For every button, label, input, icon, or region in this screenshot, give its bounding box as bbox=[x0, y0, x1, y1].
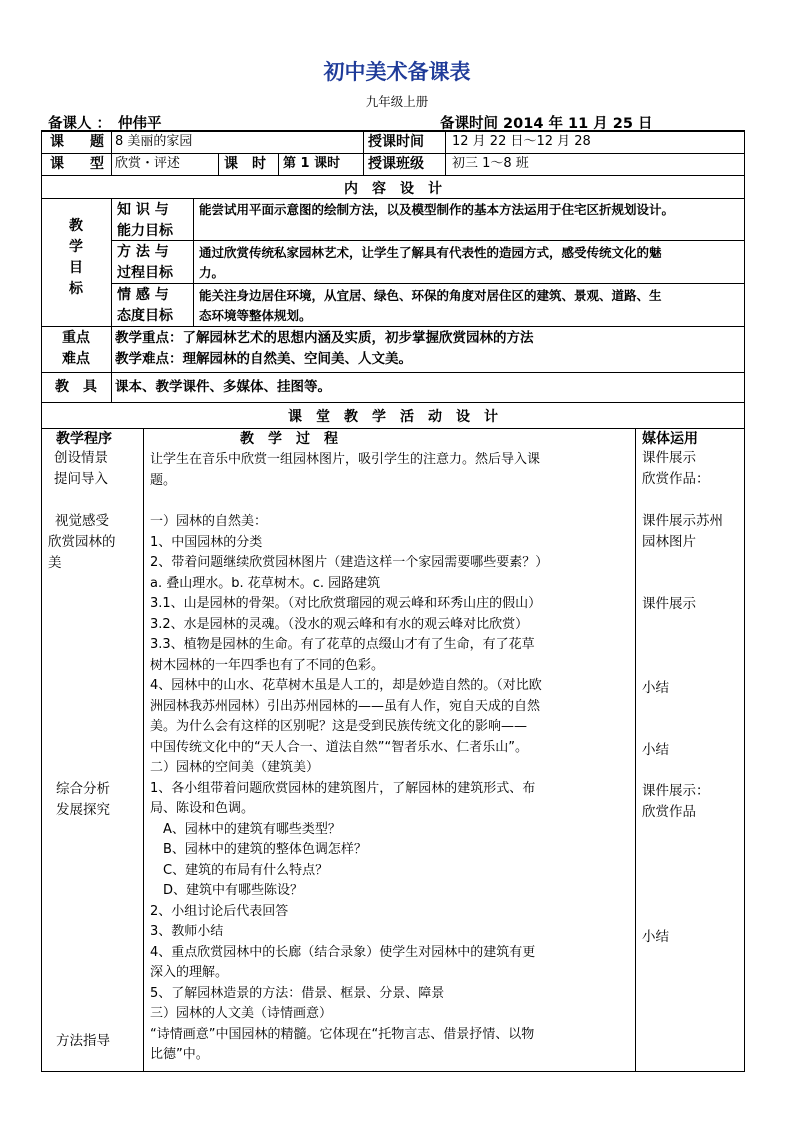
goals-label-char: 学 bbox=[69, 239, 83, 255]
row-line bbox=[111, 240, 745, 241]
process-line: 4、重点欣赏园林中的长廊（结合录象）使学生对园林中的建筑有更 bbox=[150, 944, 536, 960]
period-value: 第 1 课时 bbox=[283, 156, 341, 171]
class-time-value: 12 月 22 日～12 月 28 bbox=[452, 134, 591, 149]
process-line: 中国传统文化中的“天人合一、道法自然”“智者乐水、仁者乐山”。 bbox=[150, 739, 528, 755]
process-line: “诗情画意”中国园林的精髓。它体现在“托物言志、借景抒情、以物 bbox=[150, 1026, 535, 1042]
step-analysis bbox=[56, 779, 110, 821]
row-line bbox=[41, 153, 745, 154]
goal-method-text bbox=[199, 243, 745, 283]
goal-knowledge-label bbox=[117, 200, 173, 242]
media-intro bbox=[642, 448, 710, 490]
process-line: 让学生在音乐中欣赏一组园林图片，吸引学生的注意力。然后导入课 bbox=[150, 452, 541, 467]
process-text bbox=[150, 449, 632, 1066]
procedure-header: 教学程序 bbox=[56, 431, 112, 447]
step-line: 美 bbox=[48, 555, 62, 571]
col-line bbox=[218, 153, 219, 175]
media-line: 课件展示： bbox=[642, 783, 710, 799]
process-line: 2、带着问题继续欣赏园林图片（建造这样一个家园需要哪些要素？） bbox=[150, 555, 549, 570]
grade-label: 九年级上册 bbox=[365, 94, 429, 109]
process-line: 2、小组讨论后代表回答 bbox=[150, 903, 289, 919]
class-time-label: 授课时间 bbox=[368, 134, 424, 150]
tools-value: 课本、教学课件、多媒体、挂图等。 bbox=[115, 379, 331, 395]
process-line: B、园林中的建筑的整体色调怎样？ bbox=[150, 842, 367, 857]
step-method bbox=[56, 1031, 110, 1052]
media-line: 课件展示 bbox=[642, 450, 696, 466]
goal-text-line: 力。 bbox=[199, 265, 225, 280]
goals-label bbox=[41, 216, 111, 300]
step-line: 视觉感受 bbox=[55, 513, 109, 529]
col-line bbox=[111, 131, 112, 175]
media-perception bbox=[642, 511, 723, 553]
row-line bbox=[41, 198, 745, 199]
process-line: 洲园林我苏州园林）引出苏州园林的——虽有人作，宛自天成的自然 bbox=[150, 698, 541, 714]
process-line: 5、了解园林造景的方法：借景、框景、分景、障景 bbox=[150, 985, 445, 1001]
goal-label-line: 情 感 与 bbox=[117, 287, 169, 303]
media-summary-1: 小结 bbox=[642, 680, 669, 696]
goal-method-label bbox=[117, 242, 173, 284]
goals-label-char: 标 bbox=[69, 281, 83, 297]
media-summary-3: 小结 bbox=[642, 929, 669, 945]
media-summary-2: 小结 bbox=[642, 742, 669, 758]
step-line: 方法指导 bbox=[56, 1033, 110, 1049]
goal-text-line: 态环境等整体规划。 bbox=[199, 308, 312, 323]
process-line: 1、中国园林的分类 bbox=[150, 534, 263, 550]
media-line: 园林图片 bbox=[642, 534, 696, 550]
row-line bbox=[41, 372, 745, 373]
process-line: 美。为什么会有这样的区别呢？这是受到民族传统文化的影响—— bbox=[150, 719, 528, 734]
topic-value: 8 美丽的家园 bbox=[115, 134, 193, 149]
topic-label: 课 题 bbox=[50, 134, 110, 150]
media-header: 媒体运用 bbox=[642, 431, 698, 447]
process-header: 教 学 过 程 bbox=[240, 431, 338, 447]
step-line: 欣赏园林的 bbox=[48, 534, 116, 550]
process-line: 3.2、水是园林的灵魂。（没水的观云峰和有水的观云峰对比欣赏） bbox=[150, 616, 529, 632]
step-perception bbox=[48, 511, 116, 574]
process-line: 3、教师小结 bbox=[150, 924, 224, 939]
goal-knowledge-text: 能尝试用平面示意图的绘制方法，以及模型制作的基本方法运用于住宅区折规划设计。 bbox=[199, 202, 675, 217]
goals-label-char: 教 bbox=[69, 218, 83, 234]
media-line: 欣赏作品： bbox=[642, 471, 710, 487]
process-line: 题。 bbox=[150, 473, 177, 488]
media-analysis bbox=[642, 781, 710, 823]
tools-label: 教 具 bbox=[55, 379, 97, 395]
goal-label-line: 方 法 与 bbox=[117, 244, 169, 260]
keypoints-text bbox=[115, 328, 534, 370]
process-line: 深入的理解。 bbox=[150, 965, 229, 980]
goal-text-line: 能关注身边居住环境，从宜居、绿色、环保的角度对居住区的建筑、景观、道路、生 bbox=[199, 288, 662, 303]
type-label: 课 型 bbox=[50, 156, 110, 172]
process-line: C、建筑的布局有什么特点？ bbox=[150, 862, 329, 878]
row-line bbox=[41, 402, 745, 403]
col-line bbox=[363, 131, 364, 175]
content-design-heading: 内 容 设 计 bbox=[344, 181, 442, 197]
process-line: A、园林中的建筑有哪些类型？ bbox=[150, 821, 341, 837]
keypoints-label bbox=[41, 328, 111, 370]
col-line bbox=[111, 198, 112, 326]
keypoints-label-line: 难点 bbox=[62, 351, 90, 367]
keypoints-label-line: 重点 bbox=[62, 330, 90, 346]
col-line bbox=[143, 428, 144, 1072]
teacher-label: 备课人 ： bbox=[48, 116, 112, 132]
col-line bbox=[278, 153, 279, 175]
process-line: 三）园林的人文美（诗情画意） bbox=[150, 1006, 333, 1021]
col-line bbox=[193, 198, 194, 326]
media-line: 课件展示苏州 bbox=[642, 513, 723, 529]
page-title: 初中美术备课表 bbox=[323, 60, 471, 84]
col-line bbox=[111, 326, 112, 402]
process-line: 3.3、植物是园林的生命。有了花草的点缀山才有了生命，有了花草 bbox=[150, 637, 535, 652]
goal-text-line: 通过欣赏传统私家园林艺术，让学生了解具有代表性的造园方式，感受传统文化的魅 bbox=[199, 245, 662, 260]
row-line bbox=[111, 283, 745, 284]
class-value: 初三 1～8 班 bbox=[452, 156, 529, 171]
class-label: 授课班级 bbox=[368, 156, 424, 172]
goal-attitude-text bbox=[199, 286, 745, 326]
media-courseware: 课件展示 bbox=[642, 596, 696, 612]
process-line: 3.1、山是园林的骨架。（对比欣赏瑠园的观云峰和环秀山庄的假山） bbox=[150, 596, 542, 611]
step-line: 综合分析 bbox=[56, 781, 110, 797]
difficulty-text: 教学难点：理解园林的自然美、空间美、人文美。 bbox=[115, 351, 412, 367]
type-value: 欣赏・评述 bbox=[115, 156, 181, 171]
process-line: D、建筑中有哪些陈设？ bbox=[150, 883, 304, 898]
goal-label-line: 知 识 与 bbox=[117, 202, 169, 218]
goal-label-line: 态度目标 bbox=[117, 308, 173, 324]
process-line: 比德”中。 bbox=[150, 1047, 209, 1062]
step-intro bbox=[54, 448, 108, 490]
process-line: 二）园林的空间美（建筑美） bbox=[150, 760, 320, 775]
row-line bbox=[41, 428, 745, 429]
goal-attitude-label bbox=[117, 285, 173, 327]
media-line: 欣赏作品 bbox=[642, 804, 696, 820]
process-line: 一）园林的自然美： bbox=[150, 514, 268, 529]
process-line: 1、各小组带着问题欣赏园林的建筑图片，了解园林的建筑形式、布 bbox=[150, 780, 536, 796]
step-line: 提问导入 bbox=[54, 471, 108, 487]
process-line: 局、陈设和色调。 bbox=[150, 801, 255, 816]
col-line bbox=[635, 428, 636, 1072]
goal-label-line: 能力目标 bbox=[117, 223, 173, 239]
col-line bbox=[445, 131, 446, 175]
process-line: 4、园林中的山水、花草树木虽是人工的，却是妙造自然的。（对比欧 bbox=[150, 678, 542, 693]
row-line bbox=[41, 175, 745, 176]
focus-text: 教学重点：了解园林艺术的思想内涵及实质，初步掌握欣赏园林的方法 bbox=[115, 330, 534, 346]
process-line: a. 叠山理水。b. 花草树木。c. 园路建筑 bbox=[150, 575, 381, 591]
period-label: 课 时 bbox=[224, 156, 266, 172]
goal-label-line: 过程目标 bbox=[117, 265, 173, 281]
step-line: 发展探究 bbox=[56, 802, 110, 818]
teacher-name: 仲伟平 bbox=[118, 116, 162, 132]
process-line: 树木园林的一年四季也有了不同的色彩。 bbox=[150, 657, 385, 673]
prep-date: 备课时间 2014 年 11 月 25 日 bbox=[440, 116, 653, 132]
step-line: 创设情景 bbox=[54, 450, 108, 466]
goals-label-char: 目 bbox=[69, 260, 83, 276]
activity-design-heading: 课 堂 教 学 活 动 设 计 bbox=[288, 409, 498, 425]
